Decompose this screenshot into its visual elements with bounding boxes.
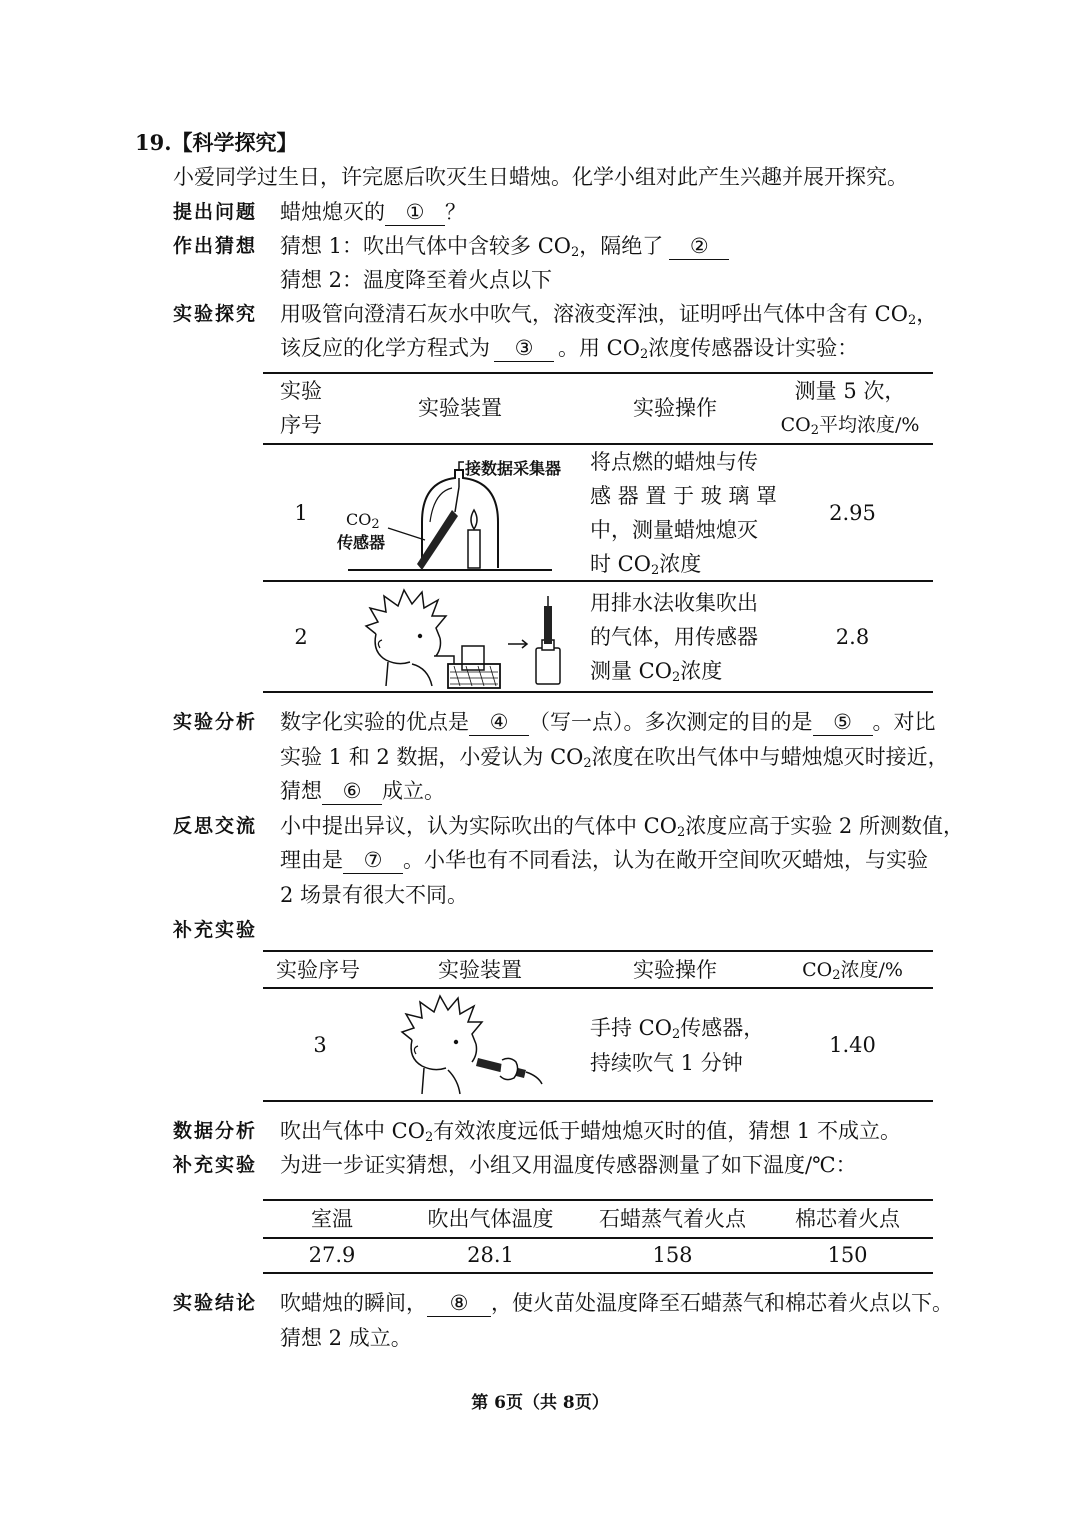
ask-after: ？ (445, 200, 466, 224)
t1-head-measure-b-post: 平均浓度/% (818, 414, 920, 436)
t1-row2-op-1: 用排水法收集吹出 (590, 591, 758, 615)
label-supplement: 补充实验 (173, 919, 258, 941)
t2-row-op-2: 持续吹气 1 分钟 (590, 1051, 743, 1075)
reflect-l1-a: 小中提出异议，认为实际吹出的气体中 CO (280, 814, 677, 838)
boy-blowing-figure (358, 586, 573, 690)
blank-4: ④ (469, 709, 529, 736)
t3-val-breath: 28.1 (467, 1243, 514, 1267)
table2-bottom-rule (263, 1100, 933, 1102)
conclusion-l1-a: 吹蜡烛的瞬间， (280, 1291, 427, 1315)
t3-head-wick: 棉芯着火点 (795, 1207, 900, 1231)
t2-row-value: 1.40 (829, 1033, 876, 1057)
t1-row1-op-1: 将点燃的蜡烛与传 (590, 450, 758, 474)
subscript: 2 (671, 1027, 681, 1042)
question-header (135, 126, 298, 160)
conclusion-line-1 (280, 1286, 953, 1320)
subscript: 2 (907, 313, 917, 328)
conclusion-l1-b: ，使火苗处温度降至石蜡蒸气和棉芯着火点以下。 (491, 1291, 953, 1315)
analysis-line-3 (280, 774, 445, 808)
label-analysis: 实验分析 (173, 711, 258, 733)
t1-row1-op-tail: 浓度 (659, 552, 702, 576)
t1-row1-op-4 (590, 547, 701, 581)
reflect-line-3: 2 场景有很大不同。 (280, 883, 469, 907)
t1-head-op: 实验操作 (633, 396, 717, 420)
label-conclusion: 实验结论 (173, 1292, 258, 1314)
ask-text (280, 195, 466, 229)
t2-row-op-1 (590, 1011, 764, 1045)
t3-val-wax: 158 (652, 1243, 693, 1267)
data-analysis-b: 有效浓度远低于蜡烛熄灭时的值，猜想 1 不成立。 (433, 1119, 901, 1143)
t2-head-conc (780, 953, 925, 987)
data-analysis-text (280, 1114, 901, 1148)
label-data-analysis: 数据分析 (173, 1120, 258, 1142)
table1-bottom-rule (263, 691, 933, 693)
t1-row1-op-2: 感 器 置 于 玻 璃 罩 (590, 484, 778, 508)
conclusion-line-2: 猜想 2 成立。 (280, 1326, 412, 1350)
t1-head-measure-b (770, 408, 930, 442)
subscript: 2 (810, 423, 819, 438)
explore-line-2-end: 浓度传感器设计实验： (648, 336, 859, 360)
t1-head-seq-b: 序号 (280, 413, 322, 437)
data-analysis-a: 吹出气体中 CO (280, 1119, 425, 1143)
explore-line-1 (280, 297, 937, 331)
question-number: 19. (135, 130, 172, 155)
subscript: 2 (676, 825, 686, 840)
table2-top-rule (263, 950, 933, 952)
analysis-l1-b: （写一点）。多次测定的目的是 (529, 710, 813, 734)
t2-row-seq: 3 (313, 1033, 327, 1057)
t1-row2-op-3-text: 测量 CO (590, 659, 672, 683)
t1-row1-seq: 1 (294, 501, 308, 525)
hypo-1-text: 猜想 1：吹出气体中含较多 CO (280, 234, 571, 258)
t2-row-op-1-b: 传感器， (680, 1016, 765, 1040)
fig-label-collector: 接数据采集器 (465, 459, 562, 478)
label-reflect: 反思交流 (173, 815, 258, 837)
reflect-l1-b: 浓度应高于实验 2 所测数值， (685, 814, 964, 838)
label-hypo: 作出猜想 (173, 235, 258, 257)
table3-bottom-rule (263, 1272, 933, 1274)
t2-head-conc-post: 浓度/% (840, 959, 903, 981)
subscript: 2 (571, 245, 580, 260)
subscript: 2 (639, 347, 649, 362)
hypo-1 (280, 229, 729, 263)
explore-line-2 (280, 331, 858, 365)
reflect-line-1 (280, 809, 964, 843)
t1-head-measure-b-pre: CO (780, 414, 811, 436)
explore-line-2-mid: 。用 CO (558, 336, 640, 360)
table1-row-rule (263, 580, 933, 582)
t2-head-device: 实验装置 (438, 958, 522, 982)
t2-row-op-1-a: 手持 CO (590, 1016, 672, 1040)
supplement-2-text: 为进一步证实猜想，小组又用温度传感器测量了如下温度/℃： (280, 1153, 857, 1177)
label-explore: 实验探究 (173, 303, 258, 325)
t3-val-room: 27.9 (308, 1243, 356, 1267)
t1-row2-op-2: 的气体，用传感器 (590, 625, 758, 649)
fig-label-co2-text: CO (346, 510, 372, 529)
analysis-l3-b: 成立。 (382, 779, 445, 803)
hypo-2: 猜想 2：温度降至着火点以下 (280, 268, 553, 292)
subscript: 2 (832, 968, 841, 983)
t1-row2-seq: 2 (294, 625, 308, 649)
blank-1: ① (385, 199, 445, 226)
t2-head-conc-pre: CO (802, 959, 833, 981)
label-ask: 提出问题 (173, 201, 258, 223)
explore-line-1-end: ， (916, 302, 938, 326)
t2-head-seq: 实验序号 (276, 958, 360, 982)
boy-sensor-figure (398, 990, 558, 1098)
analysis-line-2 (280, 740, 949, 774)
t1-row1-op-4-text: 时 CO (590, 552, 651, 576)
ask-before: 蜡烛熄灭的 (280, 200, 385, 224)
page-footer: 第 6页（共 8页） (471, 1393, 609, 1413)
t1-head-seq-a: 实验 (280, 379, 322, 403)
t1-row2-value: 2.8 (835, 625, 870, 649)
t3-head-breath: 吹出气体温度 (427, 1207, 554, 1231)
blank-2: ② (669, 233, 729, 260)
question-intro: 小爱同学过生日，许完愿后吹灭生日蜡烛。化学小组对此产生兴趣并展开探究。 (173, 165, 908, 189)
table3-top-rule (263, 1199, 933, 1201)
analysis-l3-a: 猜想 (280, 779, 322, 803)
t1-row2-op-3 (590, 654, 722, 688)
analysis-l1-a: 数字化实验的优点是 (280, 710, 469, 734)
question-tag: 【科学探究】 (171, 130, 298, 155)
subscript: 2 (583, 756, 592, 771)
reflect-l2-b: 。小华也有不同看法，认为在敞开空间吹灭蜡烛，与实验 (403, 848, 928, 872)
blank-6: ⑥ (322, 778, 382, 805)
reflect-line-2 (280, 843, 928, 877)
analysis-l2-a: 实验 1 和 2 数据，小爱认为 CO (280, 745, 584, 769)
t1-row2-op-tail: 浓度 (680, 659, 723, 683)
t1-row1-value: 2.95 (829, 501, 876, 525)
blank-5: ⑤ (813, 709, 873, 736)
blank-8: ⑧ (427, 1290, 491, 1317)
analysis-l1-c: 。对比 (872, 710, 936, 734)
fig-label-sensor: 传感器 (337, 533, 386, 552)
table2-head-rule (263, 987, 933, 989)
label-supplement-2: 补充实验 (173, 1154, 258, 1176)
analysis-line-1 (280, 705, 936, 739)
t3-val-wick: 150 (827, 1243, 868, 1267)
t2-head-op: 实验操作 (633, 958, 717, 982)
blank-7: ⑦ (343, 847, 403, 874)
subscript: 2 (424, 1130, 434, 1145)
reflect-l2-a: 理由是 (280, 848, 343, 872)
subscript: 2 (371, 517, 380, 532)
t1-head-measure-a: 测量 5 次， (794, 379, 906, 403)
analysis-l2-b: 浓度在吹出气体中与蜡烛熄灭时接近， (591, 745, 949, 769)
subscript: 2 (650, 563, 660, 578)
hypo-1-mid: ，隔绝了 (579, 234, 664, 258)
t3-head-room: 室温 (311, 1207, 353, 1231)
blank-3: ③ (494, 335, 554, 362)
explore-line-2-text: 该反应的化学方程式为 (280, 336, 490, 360)
explore-line-1-text: 用吸管向澄清石灰水中吹气，溶液变浑浊，证明呼出气体中含有 CO (280, 302, 908, 326)
subscript: 2 (671, 670, 681, 685)
t1-head-device: 实验装置 (418, 396, 502, 420)
t1-row1-op-3: 中，测量蜡烛熄灭 (590, 518, 758, 542)
t3-head-wax: 石蜡蒸气着火点 (599, 1207, 746, 1231)
fig-label-co2 (346, 510, 380, 532)
